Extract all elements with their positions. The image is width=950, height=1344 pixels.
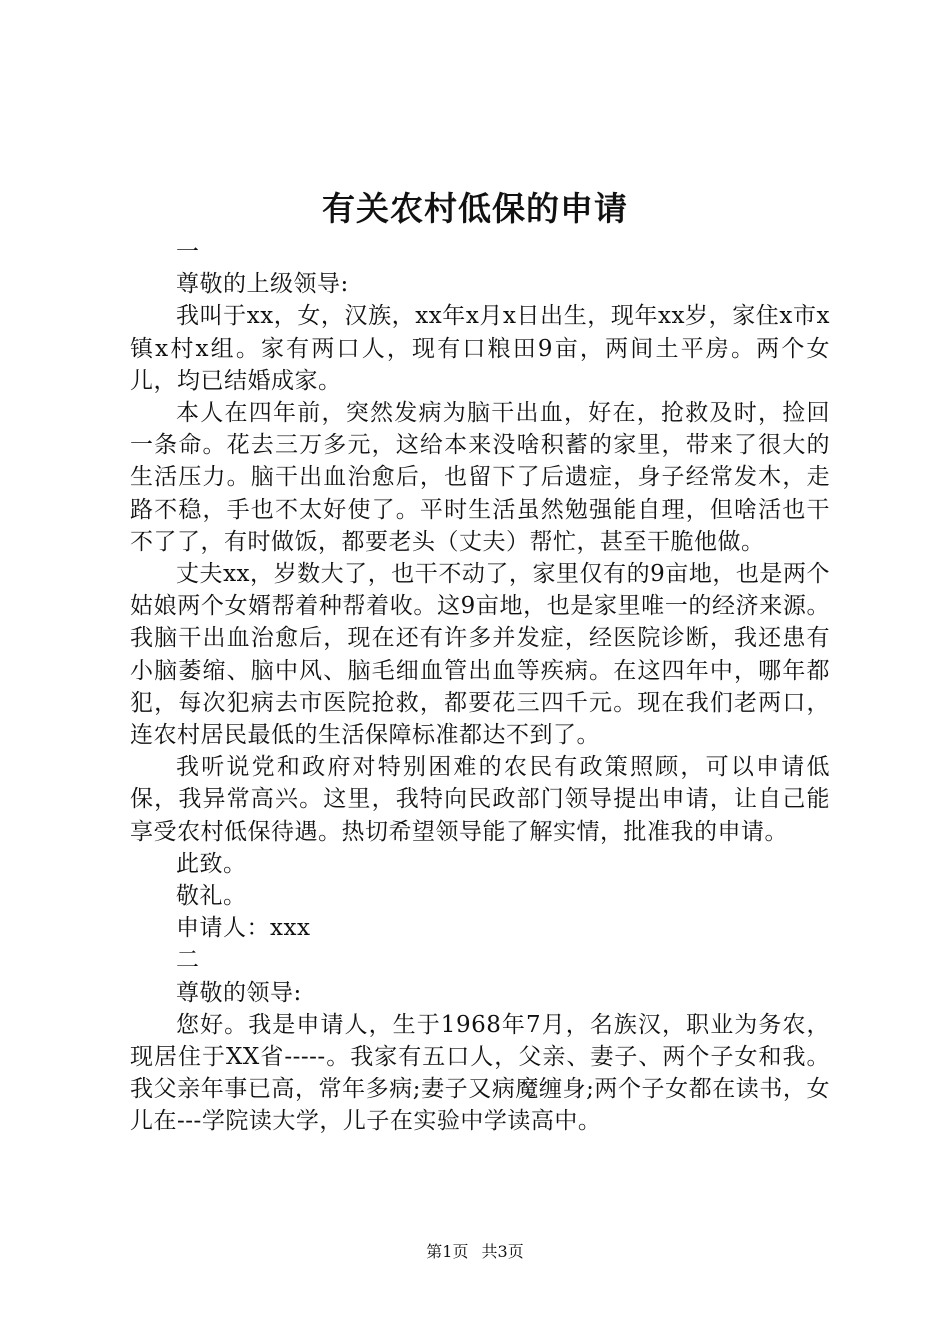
document-title: 有关农村低保的申请 — [322, 189, 628, 228]
paragraph-request: 我听说党和政府对特别困难的农民有政策照顾，可以申请低保，我异常高兴。这里，我特向民政部门领导提出申请，让自己能享受农村低保待遇。热切希望领导能了解实情，批准我的申请。 — [130, 754, 830, 845]
applicant-signature: 申请人：xxx — [176, 915, 311, 942]
document-body — [130, 236, 830, 1138]
paragraph-family: 丈夫xx，岁数大了，也干不动了，家里仅有的9亩地，也是两个姑娘两个女婿帮着种帮着收。这9亩地，也是家里唯一的经济来源。我脑干出血治愈后，现在还有许多并发症，经医院诊断，我还患有小脑萎缩、脑中风、脑毛细血管出血等疾病。在这四年中，哪年都犯，每次犯病去市医院抢救，都要花三四千元。现在我们老两口，连农村居民最低的生活保障标准都达不到了。 — [130, 561, 830, 749]
paragraph-illness: 本人在四年前，突然发病为脑干出血，好在，抢救及时，捡回一条命。花去三万多元，这给本来没啥积蓄的家里，带来了很大的生活压力。脑干出血治愈后，也留下了后遗症，身子经常发木，走路不稳，手也不太好使了。平时生活虽然勉强能自理，但啥活也干不了了，有时做饭，都要老头（丈夫）帮忙，甚至干脆他做。 — [130, 400, 830, 555]
page-total: 共3页 — [481, 1242, 524, 1261]
page-number: 第1页 — [426, 1242, 469, 1261]
paragraph-intro: 我叫于xx，女，汉族，xx年x月x日出生，现年xx岁，家住x市x镇x村x组。家有两口人，现有口粮田9亩，两间土平房。两个女儿，均已结婚成家。 — [130, 303, 830, 394]
section-number-two: 二 — [176, 947, 200, 974]
page-footer — [0, 1240, 950, 1264]
closing-jing-li: 敬礼。 — [176, 883, 247, 910]
paragraph-second-intro: 您好。我是申请人，生于1968年7月，名族汉，职业为务农，现居住于XX省-----。我家有五口人，父亲、妻子、两个子女和我。我父亲年事已高，常年多病;妻子又病魔缠身;两个子女都在读书，女儿在---学院读大学，儿子在实验中学读高中。 — [130, 1011, 830, 1135]
closing-ci-zhi: 此致。 — [176, 850, 247, 877]
section-number-one: 一 — [176, 239, 200, 265]
salutation-two: 尊敬的领导: — [176, 979, 302, 1006]
salutation-one: 尊敬的上级领导: — [176, 271, 349, 298]
